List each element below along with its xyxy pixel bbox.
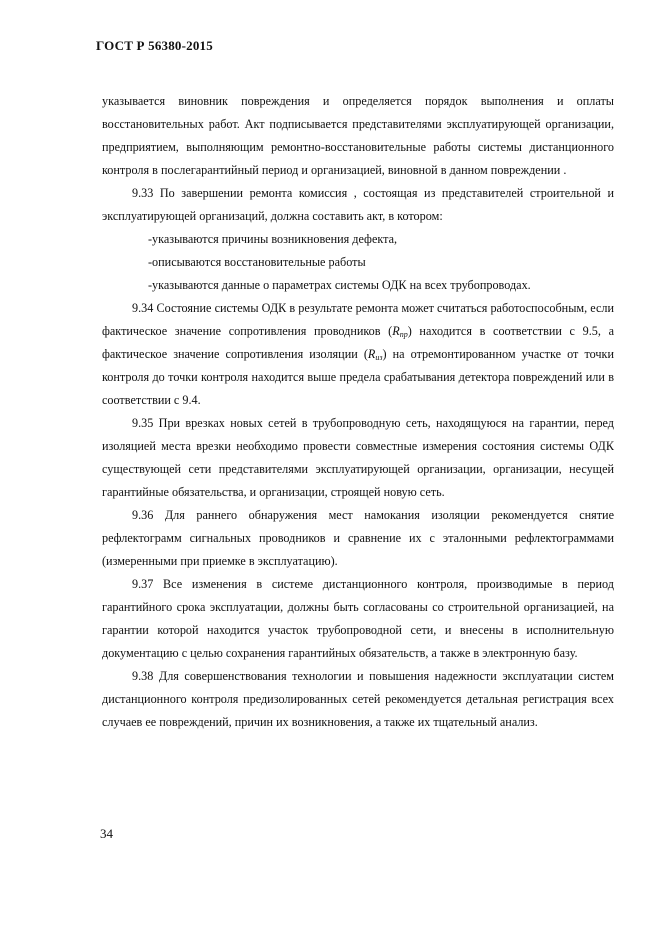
- list-item: -описываются восстановительные работы: [148, 255, 366, 269]
- paragraph-9-34-part2: ) находится в соответствии с 9.5, а фактическое значение сопротивления изоляции (: [102, 324, 614, 361]
- paragraph-continuation: указывается виновник повреждения и определяется порядок выполнения и оплаты восстановительных работ. Акт подписывается представителями эксплуатирующей организации, предприятием, выполняющим ремонтно-восстановительные работы системы дистанционного контроля в послегарантийный период и организацией, виновной в данном повреждении .: [102, 94, 614, 177]
- paragraph-9-34-part3: ) на отремонтированном участке от точки контроля до точки контроля находится выше предела срабатывания детектора повреждений или в соответствии с 9.4.: [102, 347, 614, 407]
- page-number: 34: [100, 826, 113, 841]
- conductor-resistance-symbol: R: [392, 324, 400, 338]
- list-item: -указываются данные о параметрах системы ОДК на всех трубопроводах.: [148, 278, 531, 292]
- paragraph-9-35: 9.35 При врезках новых сетей в трубопроводную сеть, находящуюся на гарантии, перед изоляцией места врезки необходимо провести совместные измерения состояния системы ОДК существующей сети представителями эксплуатирующей организации, организации, несущей гарантийные обязательства, и организации, строящей новую сеть.: [102, 416, 614, 499]
- paragraph-9-33: 9.33 По завершении ремонта комиссия , состоящая из представителей строительной и эксплуатирующей организаций, должна составить акт, в котором:: [102, 186, 614, 223]
- document-header: ГОСТ Р 56380-2015: [96, 38, 213, 53]
- paragraph-9-38: 9.38 Для совершенствования технологии и повышения надежности эксплуатации систем дистанционного контроля предизолированных сетей рекомендуется детальная регистрация всех случаев ее повреждений, причин их возникновения, а также их тщательный анализ.: [102, 669, 614, 729]
- paragraph-9-37: 9.37 Все изменения в системе дистанционного контроля, производимые в период гарантийного срока эксплуатации, должны быть согласованы со строительной организацией, на гарантии которой находится участок трубопроводной сети, и внесены в исполнительную документацию с целью сохранения гарантийных обязательств, а также в электронную базу.: [102, 577, 614, 660]
- paragraph-9-34: [102, 297, 614, 412]
- paragraph-9-34-part1: 9.34 Состояние системы ОДК в результате ремонта может считаться работоспособным, если фактическое значение сопротивления проводников (: [102, 301, 614, 338]
- paragraph-9-36: 9.36 Для раннего обнаружения мест намокания изоляции рекомендуется снятие рефлектограмм сигнальных проводников и сравнение их с эталонными рефлектограммами (измеренными при приемке в эксплуатацию).: [102, 508, 614, 568]
- insulation-resistance-subscript: из: [375, 353, 383, 362]
- document-body: [102, 90, 614, 734]
- conductor-resistance-subscript: пр: [399, 330, 408, 339]
- insulation-resistance-symbol: R: [367, 347, 376, 361]
- list-item: -указываются причины возникновения дефекта,: [148, 232, 398, 246]
